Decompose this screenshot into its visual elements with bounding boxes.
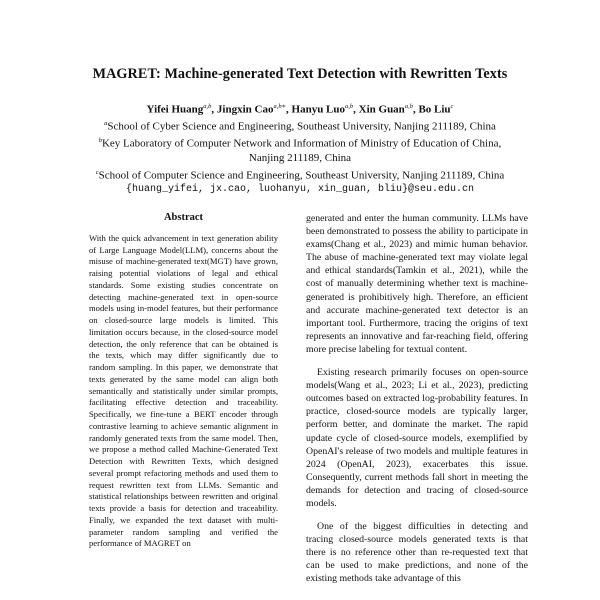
affiliation-text: School of Computer Science and Engineering, Southeast University, Nanjing 211189, China <box>98 169 505 182</box>
affil-mark: a <box>104 120 108 128</box>
affil-mark: b <box>98 137 102 145</box>
affiliation-c <box>0 166 600 183</box>
abstract-column <box>89 212 278 550</box>
author-name: Hanyu Luo <box>291 103 346 116</box>
body-column <box>306 212 528 596</box>
author-name: Jingxin Cao <box>216 103 274 116</box>
author-list: Yifei Huang$^{a,b}$, Jingxin Cao$^{a,b∗}$, Hanyu Luo$^{a,b}$, Xin Guan$^{a,b}$, Bo Liu$^c$ <box>146 103 454 116</box>
author-emails: {huang_yifei, jx.cao, luohanyu, xin_guan, bliu}@seu.edu.cn <box>125 184 475 196</box>
author-name: Yifei Huang <box>146 103 204 116</box>
body-paragraph-2: Existing research primarily focuses on open-source models(Wang et al., 2023; Li et al., 2023), predicting outcomes based on extracted log-probability features. In practice, closed-source models are typically larger, perform better, and dominate the market. The rapid update cycle of closed-source models, exemplified by OpenAI's release of two models and multiple features in 2024 (OpenAI, 2023), exacerbates this issue. Consequently, current methods fall short in meeting the demands for detection and tracing of closed-source models. <box>306 367 528 509</box>
affiliation-b <box>0 134 600 151</box>
affiliation-text: School of Cyber Science and Engineering, Southeast University, Nanjing 211189, China <box>107 120 496 133</box>
body-paragraph-3: One of the biggest difficulties in detecting and tracing closed-source models generated texts is that there is no reference other than re-requested text that can be used to make predictions, and none of the existing methods take advantage of this <box>306 521 528 585</box>
body-paragraph-1: generated and enter the human community. LLMs have been demonstrated to possess the ability to participate in exams(Chang et al., 2023) and mimic human behavior. The abuse of machine-generated text may violate legal and ethical standards(Tamkin et al., 2021), while the cost of manually determining whether text is machine-generated is prohibitively high. Therefore, an efficient and accurate machine-generated text detector is an important tool. Furthermore, tracing the origins of text represents an innovative and far-reaching field, offering more precise labeling for textual content. <box>306 213 528 355</box>
author-name: Xin Guan <box>358 103 405 116</box>
affiliation-a <box>0 117 600 134</box>
author-name: Bo Liu <box>418 103 451 116</box>
paper-title: MAGRET: Machine-generated Text Detection with Rewritten Texts <box>92 66 508 82</box>
author-affil-mark: a,b <box>404 103 413 110</box>
abstract-heading: Abstract <box>163 212 204 223</box>
abstract-text: With the quick advancement in text generation ability of Large Language Model(LLM), concerns about the misuse of machine-generated text(MGT) have grown, raising potential violations of legal and ethical standards. Some existing studies concentrate on detecting machine-generated text in open-source models using in-model features, but their performance on closed-source large models is limited. This limitation occurs because, in the closed-source model detection, the only reference that can be obtained is the texts, which may differ significantly due to random sampling. In this paper, we demonstrate that texts generated by the same model can align both semantically and statistically under similar prompts, facilitating effective detection and traceability. Specifically, we fine-tune a BERT encoder through contrastive learning to achieve semantic alignment in randomly generated texts from the same model. Then, we propose a method called Machine-Generated Text Detection with Rewritten Texts, which designed several prompt refactoring methods and used them to request rewritten text from LLMs. Semantic and statistical relationships between rewritten and original texts provide a basis for detection and traceability. Finally, we expanded the text dataset with multi-parameter random sampling and verified the performance of MAGRET on <box>89 232 278 549</box>
author-affil-mark: a,b∗ <box>273 103 287 110</box>
author-affil-mark: c <box>450 103 454 110</box>
affiliation-b-cont: Nanjing 211189, China <box>248 152 352 165</box>
affil-mark: c <box>95 168 99 176</box>
author-affil-mark: a,b <box>345 103 354 110</box>
author-affil-mark: a,b <box>203 103 212 110</box>
affiliation-text: Key Laboratory of Computer Network and Information of Ministry of Education of China, <box>101 137 502 150</box>
author-block <box>0 100 600 198</box>
